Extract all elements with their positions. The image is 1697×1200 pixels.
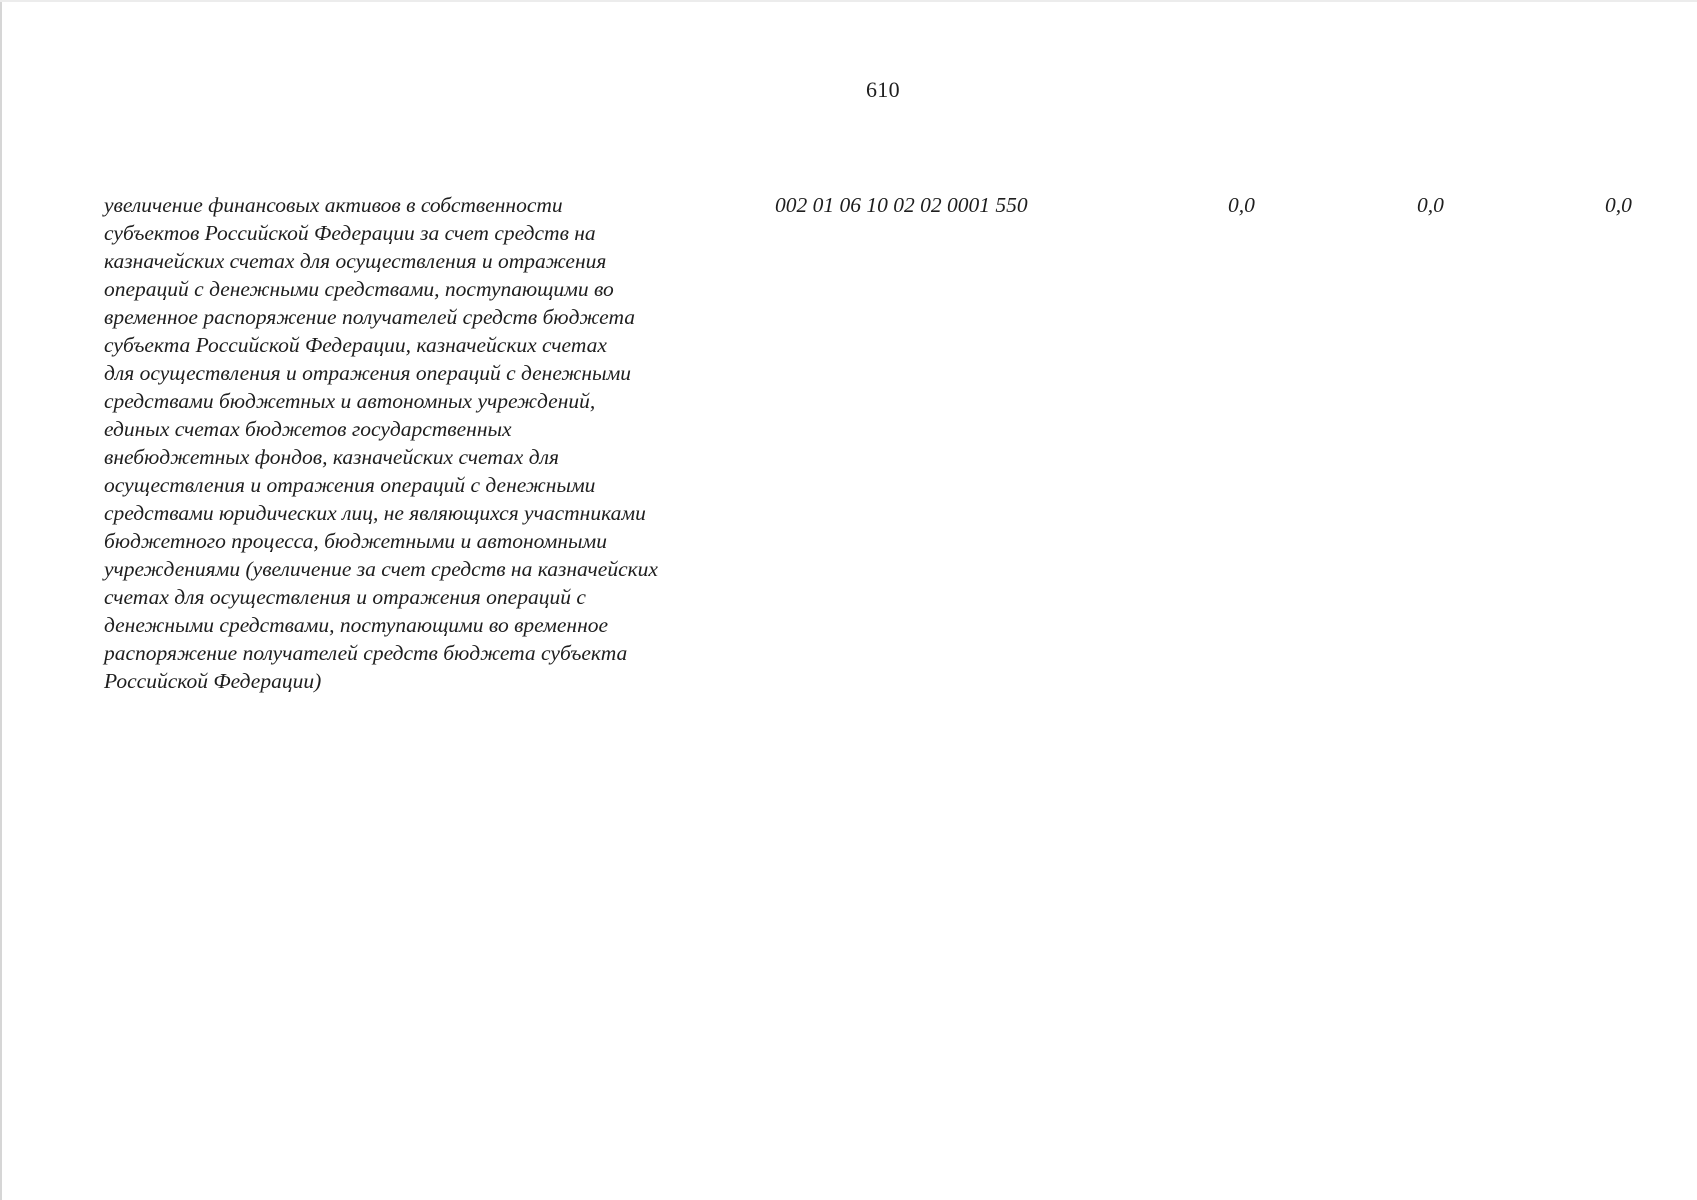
description-line: бюджетного процесса, бюджетными и автономными — [104, 529, 608, 553]
description-line: осуществления и отражения операций с денежными — [104, 473, 596, 497]
description-line: единых счетах бюджетов государственных — [104, 417, 512, 441]
description-line: Российской Федерации) — [104, 669, 322, 693]
row-description — [104, 191, 754, 695]
description-line: внебюджетных фондов, казначейских счетах для — [104, 445, 559, 469]
description-line: средствами бюджетных и автономных учреждений, — [104, 389, 596, 413]
description-line: субъектов Российской Федерации за счет средств на — [104, 221, 596, 245]
scan-edge-top — [0, 0, 1697, 2]
amount-column-1: 0,0 — [1228, 193, 1255, 217]
description-line: субъекта Российской Федерации, казначейских счетах — [104, 333, 607, 357]
budget-classification-code: 002 01 06 10 02 02 0001 550 — [775, 193, 1028, 217]
description-line: учреждениями (увеличение за счет средств на казначейских — [104, 557, 658, 581]
description-line: казначейских счетах для осуществления и отражения — [104, 249, 607, 273]
description-line: для осуществления и отражения операций с денежными — [104, 361, 632, 385]
page-number: 610 — [866, 77, 900, 102]
description-line: средствами юридических лиц, не являющихся участниками — [104, 501, 646, 525]
amount-column-2: 0,0 — [1417, 193, 1444, 217]
description-line: увеличение финансовых активов в собственности — [104, 193, 563, 217]
scan-edge-left — [0, 0, 2, 1200]
description-line: операций с денежными средствами, поступающими во — [104, 277, 614, 301]
amount-column-3: 0,0 — [1605, 193, 1632, 217]
description-line: распоряжение получателей средств бюджета субъекта — [104, 641, 628, 665]
description-line: счетах для осуществления и отражения операций с — [104, 585, 586, 609]
description-line: денежными средствами, поступающими во временное — [104, 613, 609, 637]
description-line: временное распоряжение получателей средств бюджета — [104, 305, 635, 329]
